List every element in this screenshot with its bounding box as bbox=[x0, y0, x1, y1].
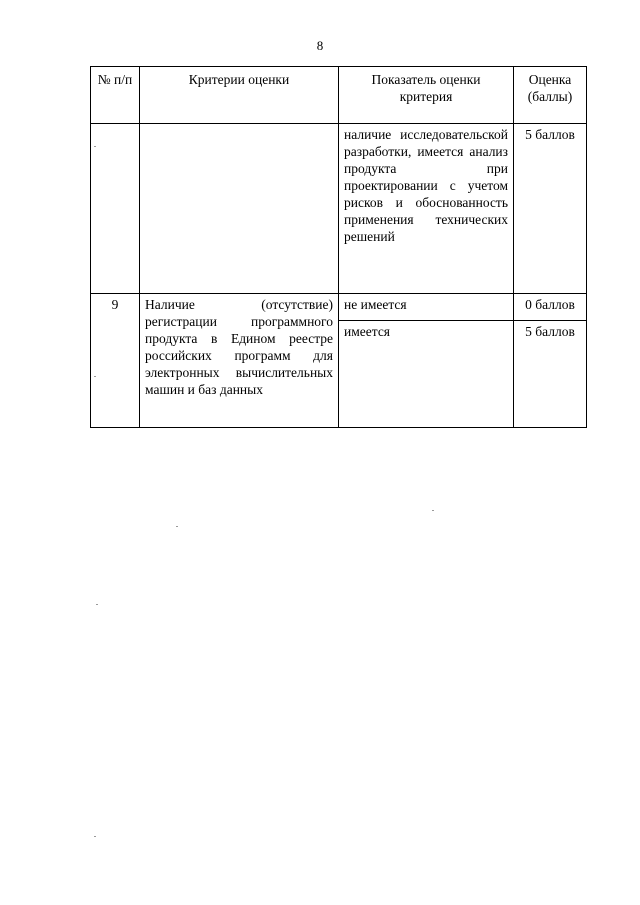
row-score: 0 баллов bbox=[514, 294, 587, 321]
row-number: 9 bbox=[91, 294, 140, 428]
row-score: 5 баллов bbox=[514, 321, 587, 428]
row-number bbox=[91, 124, 140, 294]
table-row bbox=[91, 294, 587, 321]
table-header-row bbox=[91, 67, 587, 124]
scan-speck bbox=[176, 526, 178, 527]
header-score: Оценка (баллы) bbox=[514, 67, 587, 124]
row-criteria: Наличие (отсутствие) регистрации программного продукта в Едином реестре российских программ для электронных вычислительных машин и баз данных bbox=[140, 294, 339, 428]
scan-speck bbox=[94, 836, 96, 837]
table-row bbox=[91, 124, 587, 294]
page-number: 8 bbox=[316, 38, 324, 53]
row-indicator: наличие исследовательской разработки, имеется анализ продукта при проектировании с учетом рисков и обоснованность применения технических решений bbox=[339, 124, 514, 294]
scan-speck bbox=[94, 376, 96, 377]
scan-speck bbox=[96, 604, 98, 605]
row-indicator: не имеется bbox=[339, 294, 514, 321]
row-criteria bbox=[140, 124, 339, 294]
row-indicator: имеется bbox=[339, 321, 514, 428]
header-criteria: Критерии оценки bbox=[140, 67, 339, 124]
criteria-table bbox=[90, 66, 587, 428]
scan-speck bbox=[432, 510, 434, 511]
scan-speck bbox=[94, 146, 96, 147]
row-score: 5 баллов bbox=[514, 124, 587, 294]
header-num: № п/п bbox=[91, 67, 140, 124]
header-indicator: Показатель оценки критерия bbox=[339, 67, 514, 124]
